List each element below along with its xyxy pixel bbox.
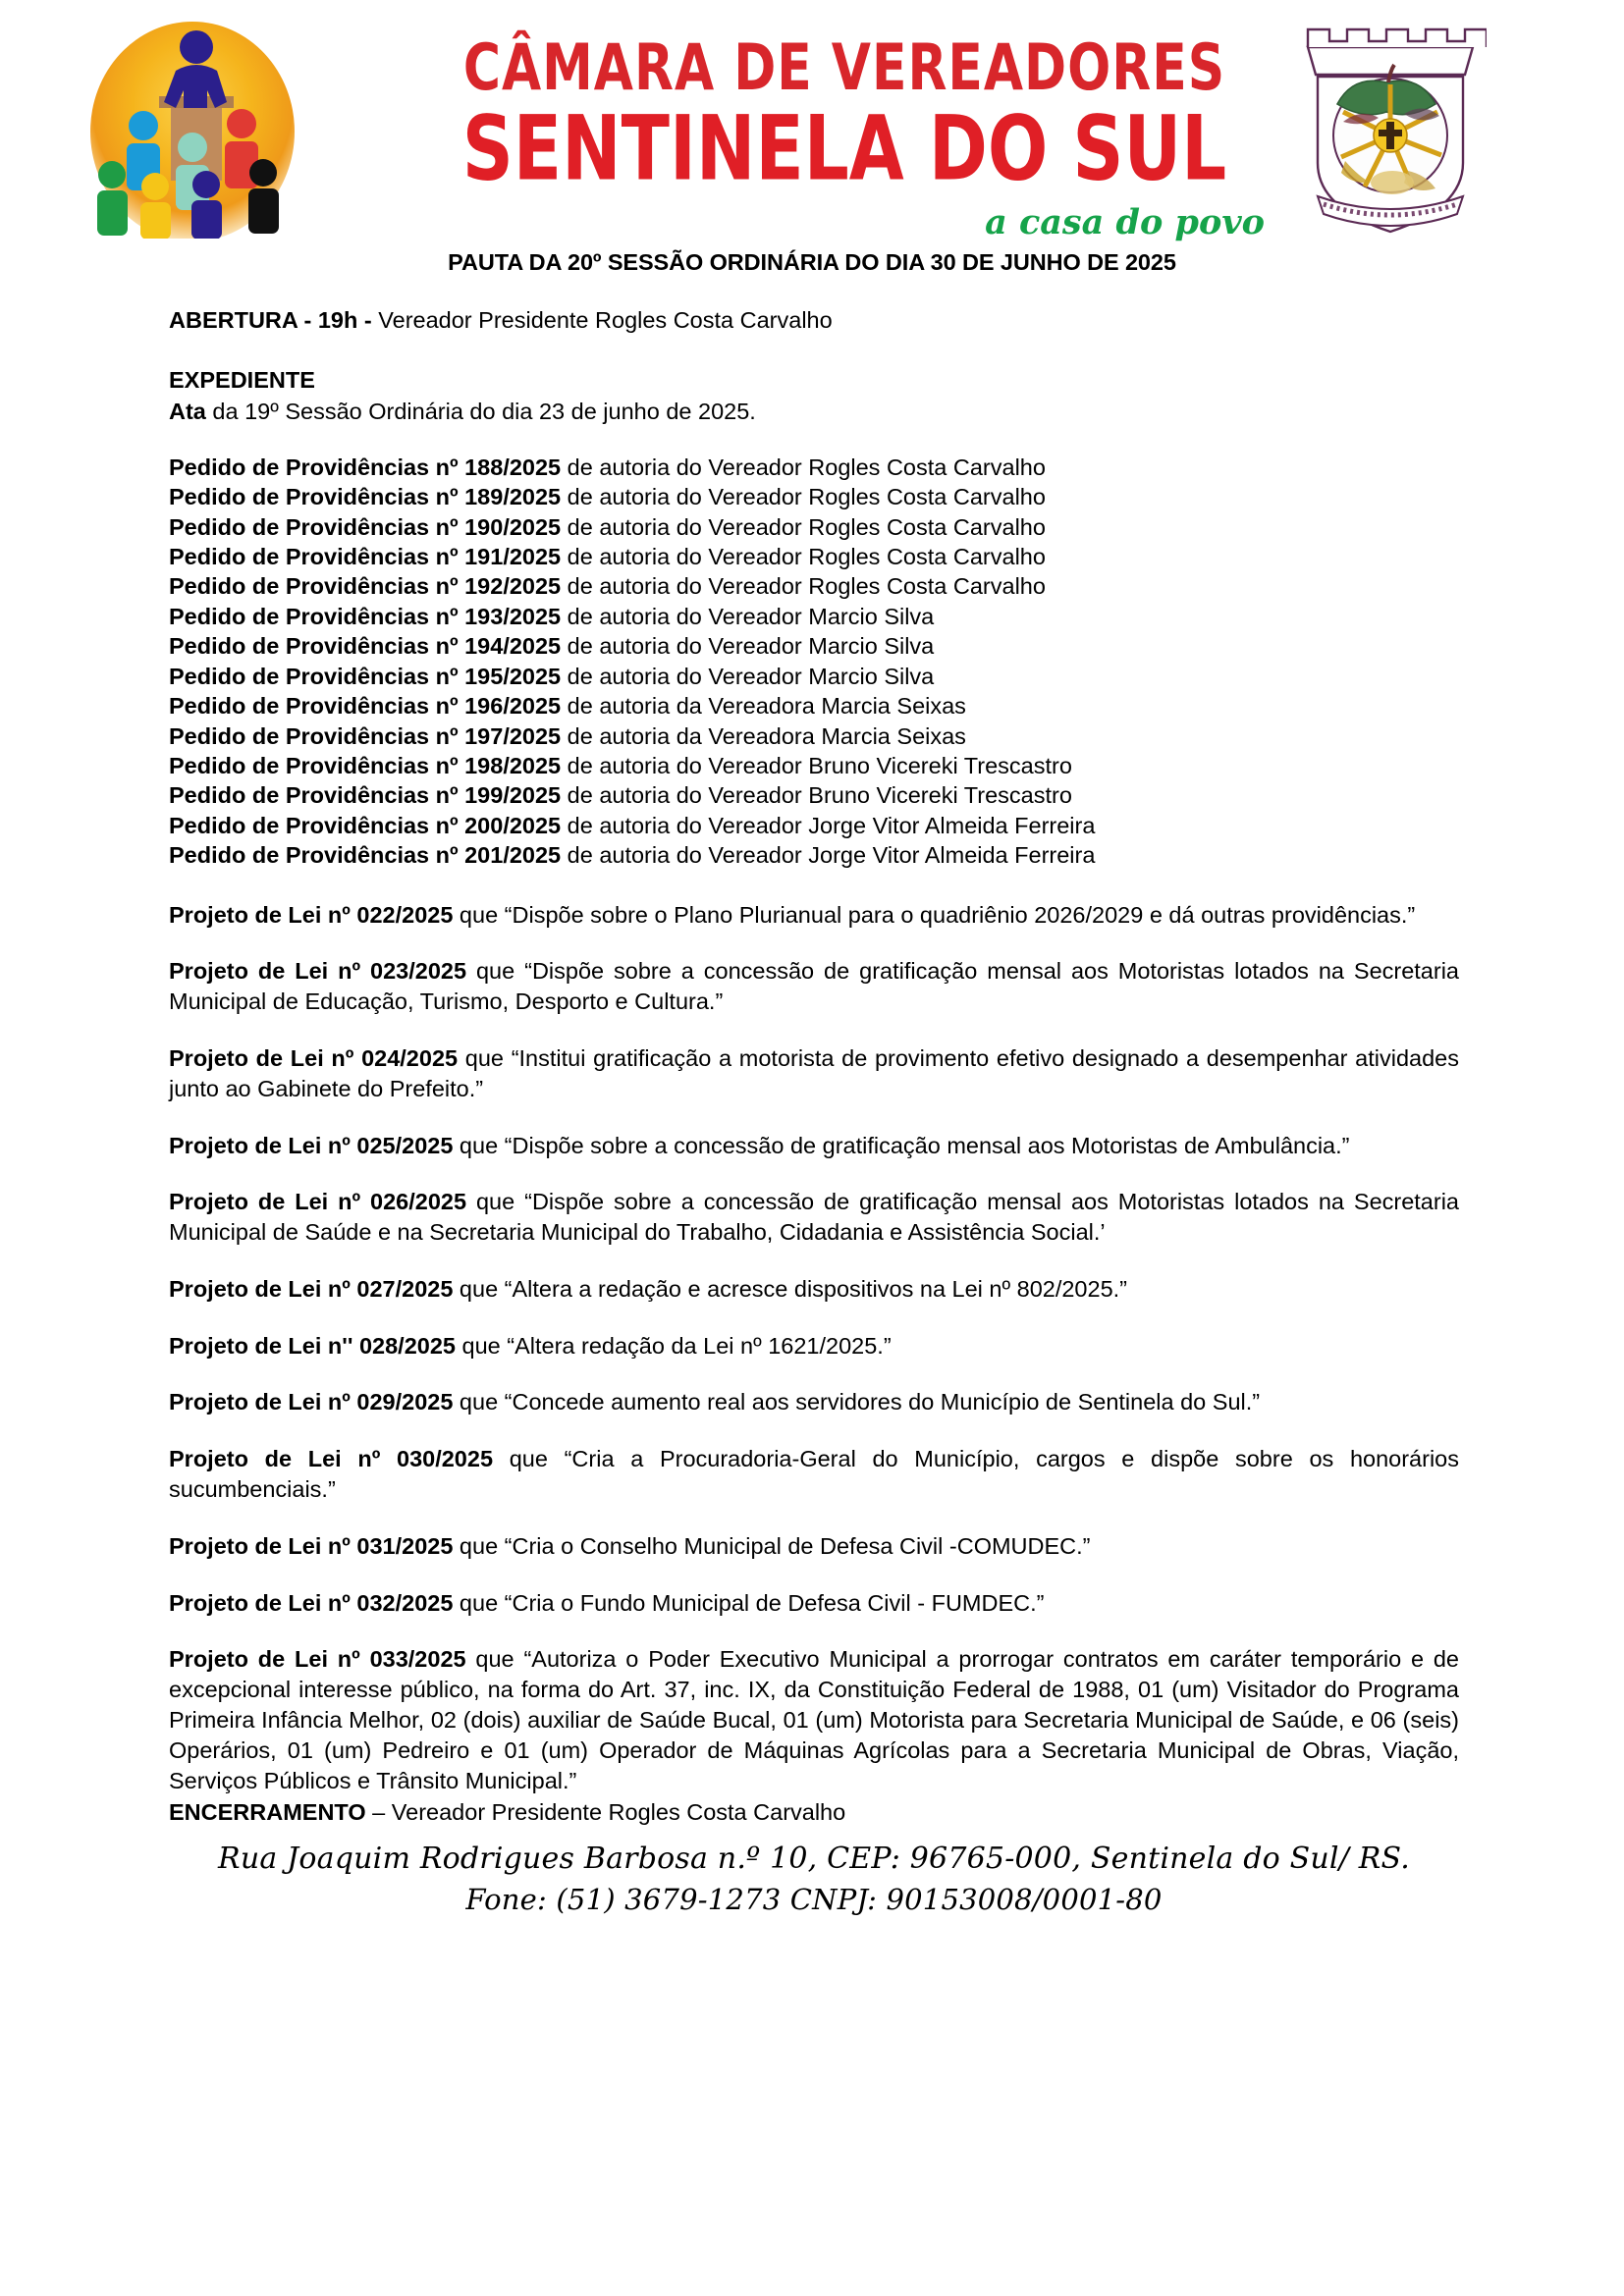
pedidos-providencias-list	[169, 453, 1459, 871]
pedido-author: de autoria do Vereador Jorge Vitor Almeida Ferreira	[561, 812, 1096, 838]
pedido-author: de autoria do Vereador Rogles Costa Carvalho	[561, 484, 1046, 510]
list-item	[169, 721, 1459, 751]
projeto-text: que “Dispõe sobre a concessão de gratificação mensal aos Motoristas lotados na Secretaria Municipal de Educação, Turismo, Desporto e Cultura.”	[169, 958, 1459, 1015]
projeto-text: que “Concede aumento real aos servidores do Município de Sentinela do Sul.”	[453, 1389, 1261, 1415]
document-header	[0, 0, 1624, 243]
projeto-label: Projeto de Lei nº 030/2025	[169, 1446, 494, 1472]
pedido-label: Pedido de Providências nº 196/2025	[169, 693, 562, 720]
expediente-heading: EXPEDIENTE	[169, 367, 315, 394]
projeto-text: que “Altera a redação e acresce dispositivos na Lei nº 802/2025.”	[453, 1275, 1127, 1302]
projeto-label: Projeto de Lei nº 023/2025	[169, 958, 467, 985]
list-item	[169, 1588, 1459, 1619]
document-footer	[169, 1839, 1459, 1921]
pedido-author: de autoria do Vereador Marcio Silva	[561, 663, 935, 689]
pedido-author: de autoria da Vereadora Marcia Seixas	[561, 693, 966, 720]
list-item	[169, 780, 1459, 810]
coat-of-arms-icon	[1294, 18, 1487, 236]
pedido-author: de autoria do Vereador Marcio Silva	[561, 603, 935, 629]
abertura-line	[169, 305, 1459, 336]
projeto-label: Projeto de Lei nº 032/2025	[169, 1589, 454, 1616]
pedido-author: de autoria do Vereador Rogles Costa Carvalho	[561, 454, 1046, 480]
projetos-lei-list	[169, 900, 1459, 1796]
pedido-author: de autoria do Vereador Rogles Costa Carvalho	[561, 513, 1046, 540]
ata-label: Ata	[169, 398, 206, 424]
list-item	[169, 840, 1459, 870]
list-item	[169, 631, 1459, 661]
list-item	[169, 482, 1459, 511]
camara-logo-icon	[61, 18, 324, 239]
pedido-author: de autoria do Vereador Rogles Costa Carvalho	[561, 573, 1046, 600]
abertura-label: ABERTURA - 19h -	[169, 307, 372, 333]
ata-line	[169, 397, 1459, 427]
pedido-author: de autoria do Vereador Bruno Vicereki Trescastro	[561, 782, 1072, 809]
list-item	[169, 751, 1459, 780]
list-item	[169, 1331, 1459, 1362]
abertura-text: Vereador Presidente Rogles Costa Carvalho	[371, 307, 833, 333]
pedido-label: Pedido de Providências nº 192/2025	[169, 573, 562, 600]
pedido-author: de autoria da Vereadora Marcia Seixas	[561, 722, 966, 749]
list-item	[169, 662, 1459, 691]
list-item	[169, 900, 1459, 931]
list-item	[169, 542, 1459, 571]
projeto-label: Projeto de Lei nº 024/2025	[169, 1045, 459, 1071]
pedido-author: de autoria do Vereador Marcio Silva	[561, 633, 935, 660]
pedido-author: de autoria do Vereador Jorge Vitor Almeida Ferreira	[561, 842, 1096, 869]
projeto-text: que “Cria a Procuradoria-Geral do Município, cargos e dispõe sobre os honorários sucumbenciais.”	[169, 1446, 1459, 1503]
list-item	[169, 453, 1459, 482]
projeto-text: que “Institui gratificação a motorista de provimento efetivo designado a desempenhar atividades junto ao Gabinete do Prefeito.”	[169, 1045, 1459, 1101]
list-item	[169, 1043, 1459, 1104]
pedido-label: Pedido de Providências nº 194/2025	[169, 633, 562, 660]
pedido-label: Pedido de Providências nº 200/2025	[169, 812, 562, 838]
projeto-label: Projeto de Lei nº 022/2025	[169, 901, 454, 928]
encerramento-line	[169, 1797, 1459, 1828]
projeto-text: que “Cria o Fundo Municipal de Defesa Civil - FUMDEC.”	[453, 1589, 1045, 1616]
pedido-author: de autoria do Vereador Bruno Vicereki Trescastro	[561, 752, 1072, 778]
pedido-label: Pedido de Providências nº 201/2025	[169, 842, 562, 869]
projeto-label: Projeto de Lei nº 029/2025	[169, 1389, 454, 1415]
projeto-label: Projeto de Lei nº 033/2025	[169, 1646, 466, 1673]
list-item	[169, 1644, 1459, 1795]
pedido-label: Pedido de Providências nº 197/2025	[169, 722, 562, 749]
projeto-text: que “Dispõe sobre o Plano Plurianual para o quadriênio 2026/2029 e dá outras providências.”	[453, 901, 1416, 928]
page-title: PAUTA DA 20º SESSÃO ORDINÁRIA DO DIA 30 DE JUNHO DE 2025	[448, 249, 1176, 275]
projeto-text: que “Dispõe sobre a concessão de gratificação mensal aos Motoristas lotados na Secretaria Municipal de Saúde e na Secretaria Municipal do Trabalho, Cidadania e Assistência Social.’	[169, 1189, 1459, 1246]
header-tagline: a casa do povo	[985, 202, 1265, 243]
encerramento-text: – Vereador Presidente Rogles Costa Carvalho	[365, 1799, 846, 1826]
encerramento-label: ENCERRAMENTO	[169, 1799, 366, 1826]
list-item	[169, 571, 1459, 601]
pedido-label: Pedido de Providências nº 195/2025	[169, 663, 562, 689]
list-item	[169, 1387, 1459, 1417]
projeto-text: que “Dispõe sobre a concessão de gratificação mensal aos Motoristas de Ambulância.”	[453, 1132, 1350, 1158]
projeto-label: Projeto de Lei nº 027/2025	[169, 1275, 454, 1302]
pedido-label: Pedido de Providências nº 193/2025	[169, 603, 562, 629]
list-item	[169, 811, 1459, 840]
header-title-line2: SENTINELA DO SUL	[461, 97, 1227, 202]
projeto-label: Projeto de Lei nº 031/2025	[169, 1532, 454, 1559]
projeto-text: que “Autoriza o Poder Executivo Municipal a prorrogar contratos em caráter temporário e de excepcional interesse público, na forma do Art. 37, inc. IX, da Constituição Federal de 1988, 01 (um) Visitador do Programa Primeira Infância Melhor, 02 (dois) auxiliar de Saúde Bucal, 01 (um) Motorista para Secretaria Municipal de Saúde, e 06 (seis) Operários, 01 (um) Pedreiro e 01 (um) Operador de Máquinas Agrícolas para a Secretaria Municipal de Obras, Viação, Serviços Públicos e Trânsito Municipal.”	[169, 1646, 1460, 1793]
list-item	[169, 1444, 1459, 1505]
document-body	[0, 305, 1624, 1920]
pedido-label: Pedido de Providências nº 188/2025	[169, 454, 562, 480]
list-item	[169, 602, 1459, 631]
pedido-author: de autoria do Vereador Rogles Costa Carvalho	[561, 544, 1046, 570]
list-item	[169, 1531, 1459, 1562]
projeto-label: Projeto de Lei n'' 028/2025	[169, 1332, 456, 1359]
pedido-label: Pedido de Providências nº 189/2025	[169, 484, 562, 510]
list-item	[169, 691, 1459, 721]
ata-text: da 19º Sessão Ordinária do dia 23 de junho de 2025.	[205, 398, 756, 424]
header-title-block	[412, 31, 1276, 243]
list-item	[169, 1187, 1459, 1248]
pedido-label: Pedido de Providências nº 199/2025	[169, 782, 562, 809]
list-item	[169, 512, 1459, 542]
projeto-label: Projeto de Lei nº 025/2025	[169, 1132, 454, 1158]
header-title-line1: CÂMARA DE VEREADORES	[462, 31, 1226, 105]
list-item	[169, 956, 1459, 1017]
pedido-label: Pedido de Providências nº 198/2025	[169, 752, 562, 778]
projeto-text: que “Altera redação da Lei nº 1621/2025.”	[456, 1332, 892, 1359]
projeto-text: que “Cria o Conselho Municipal de Defesa Civil -COMUDEC.”	[453, 1532, 1091, 1559]
projeto-label: Projeto de Lei nº 026/2025	[169, 1189, 467, 1215]
footer-address: Rua Joaquim Rodrigues Barbosa n.º 10, CEP: 96765-000, Sentinela do Sul/ RS.	[218, 1841, 1410, 1876]
footer-contact: Fone: (51) 3679-1273 CNPJ: 90153008/0001-80	[465, 1883, 1163, 1917]
list-item	[169, 1131, 1459, 1161]
pedido-label: Pedido de Providências nº 191/2025	[169, 544, 562, 570]
list-item	[169, 1274, 1459, 1305]
pedido-label: Pedido de Providências nº 190/2025	[169, 513, 562, 540]
